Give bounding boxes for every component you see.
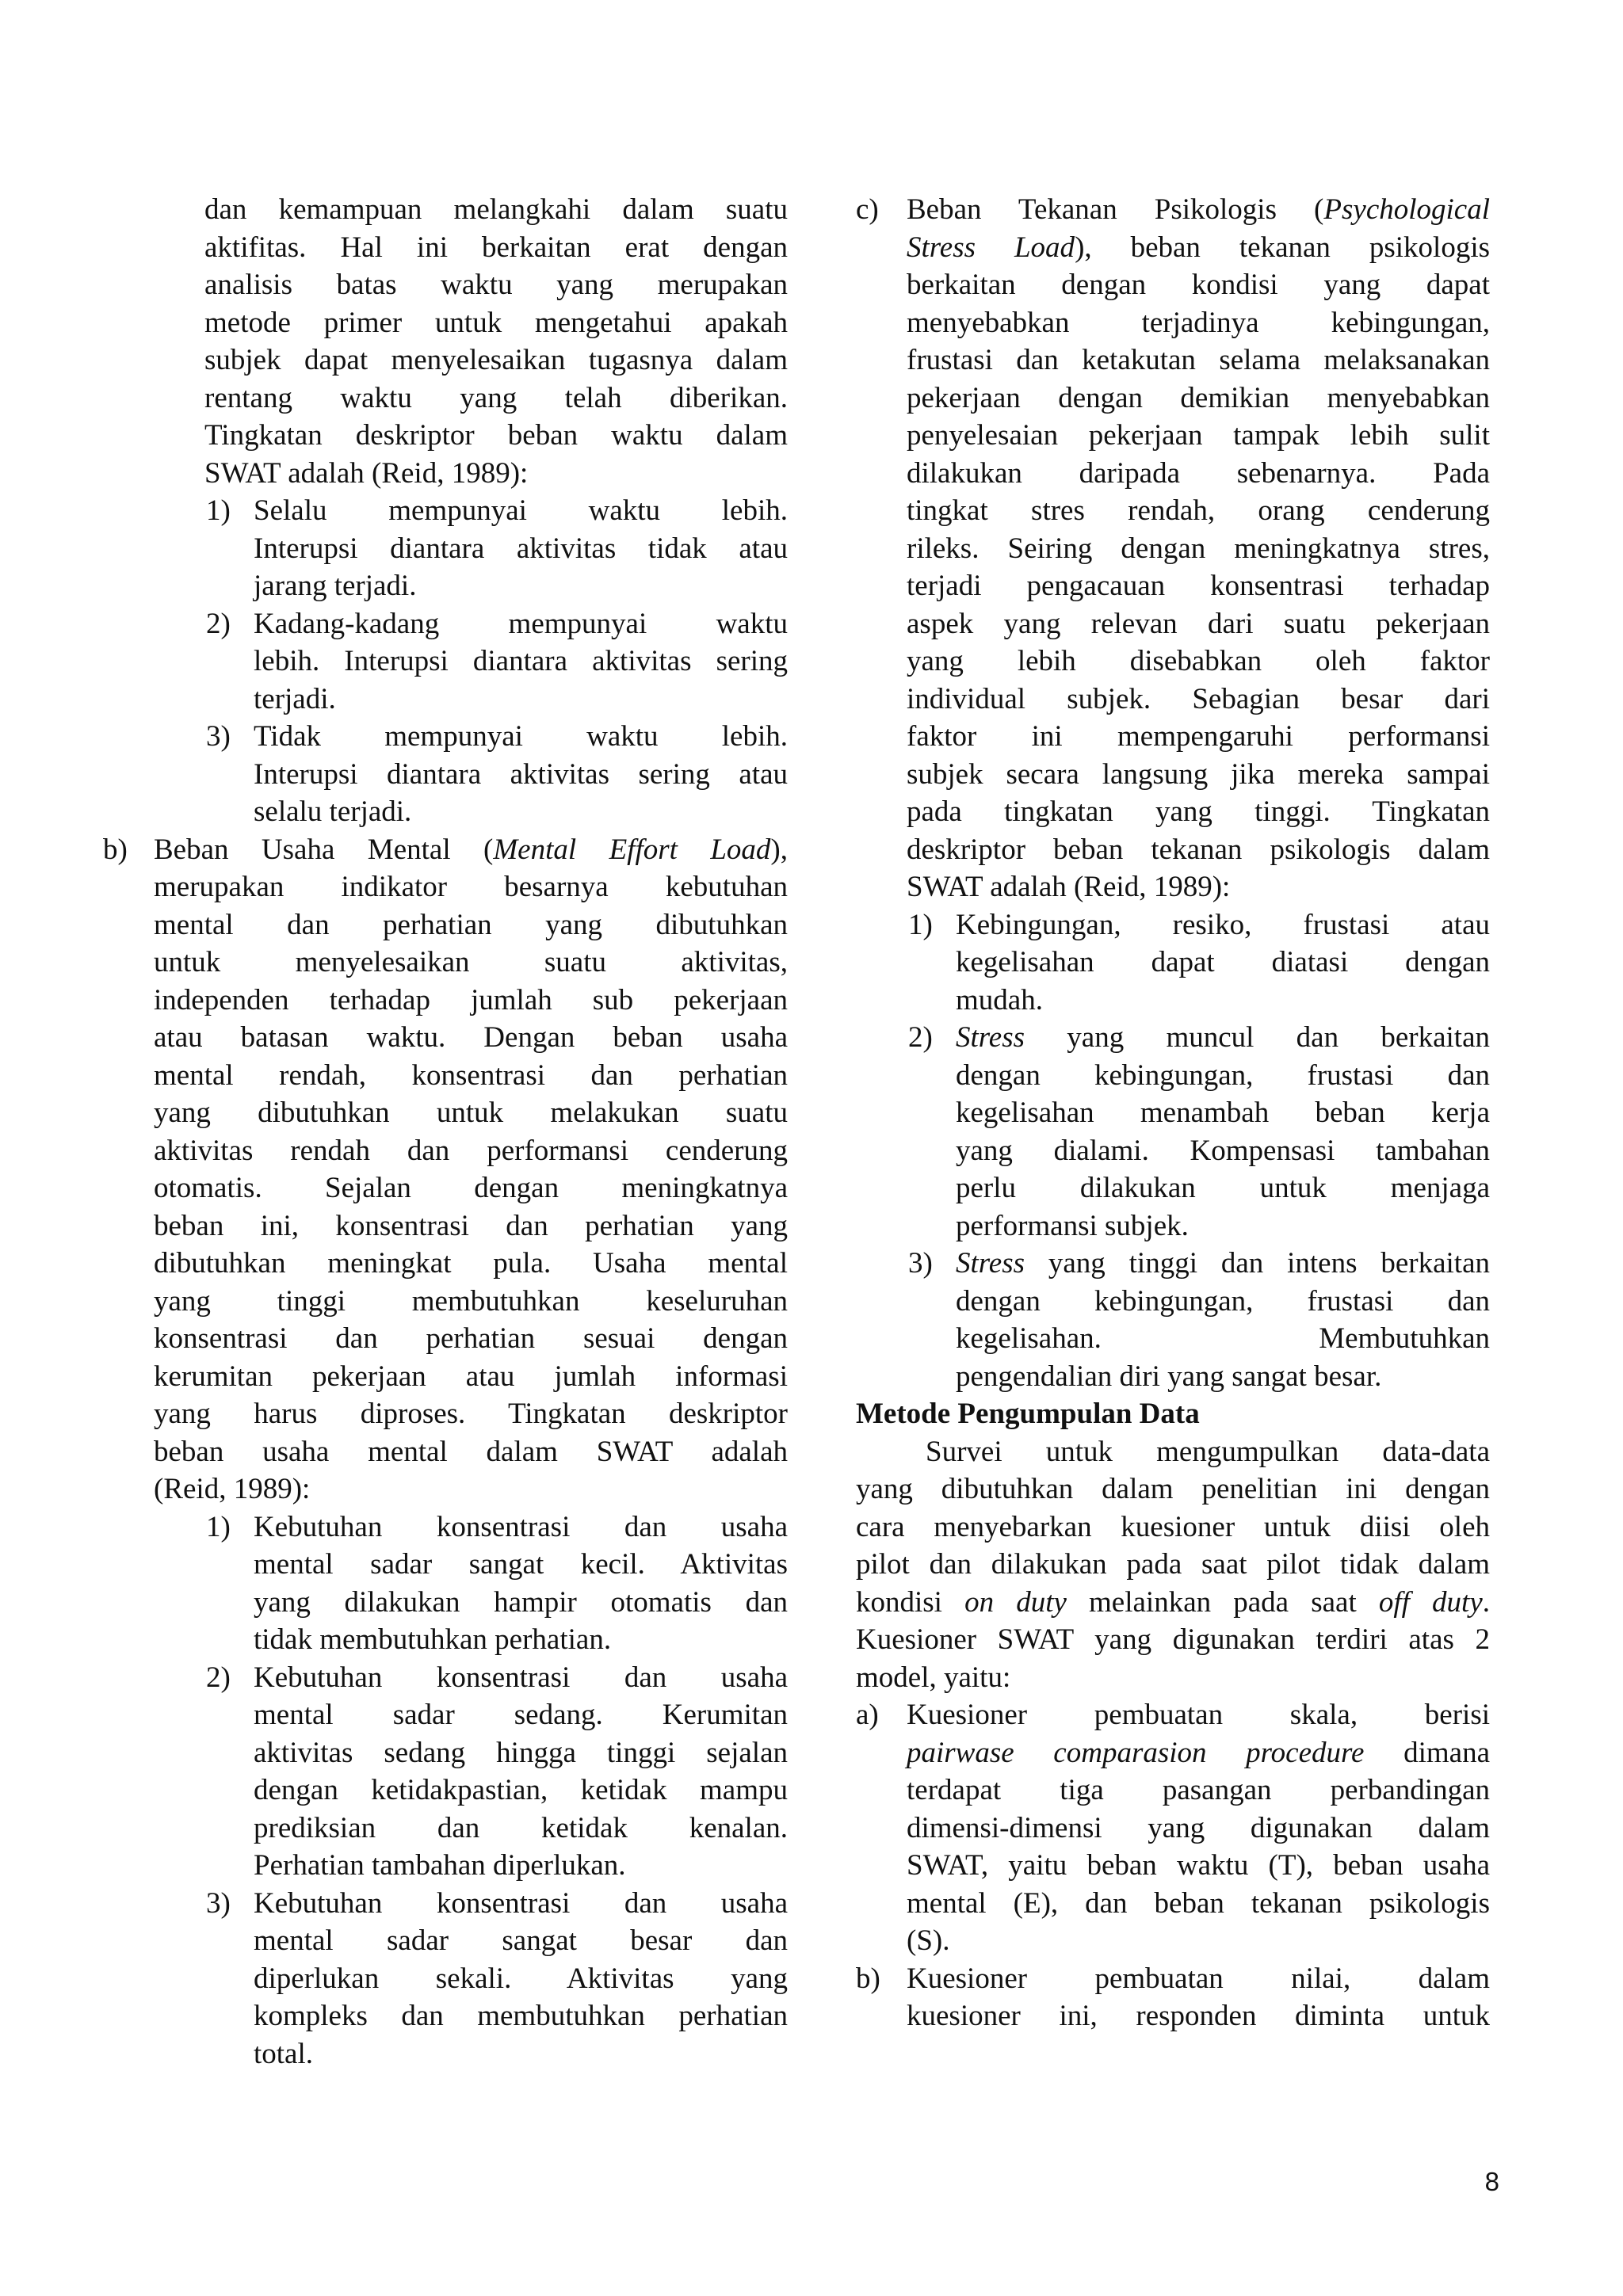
list-item bbox=[856, 906, 1490, 1020]
text-line: kuesioner ini, responden diminta untuk bbox=[907, 2000, 1490, 2032]
list-marker: 2) bbox=[206, 1661, 231, 1694]
text-line: model, yaitu: bbox=[856, 1661, 1011, 1694]
list-item bbox=[154, 718, 788, 831]
text-line: dan kemampuan melangkahi dalam suatu bbox=[204, 193, 788, 226]
text-line: Survei untuk mengumpulkan data-data bbox=[926, 1435, 1490, 1468]
right-column bbox=[856, 191, 1490, 2035]
effort-load-levels bbox=[154, 1508, 788, 2073]
text-line: yang dialami. Kompensasi tambahan bbox=[956, 1134, 1490, 1167]
section-mental-effort-load bbox=[103, 831, 788, 1508]
italic-term: pairwase comparasion procedure bbox=[907, 1736, 1365, 1769]
left-column bbox=[103, 191, 788, 2073]
text-line: dibutuhkan meningkat pula. Usaha mental bbox=[154, 1247, 788, 1280]
text-line: subjek secara langsung jika mereka sampai bbox=[907, 757, 1490, 791]
intro-paragraph bbox=[154, 191, 788, 492]
text-line: terjadi. bbox=[254, 682, 336, 715]
page-number: 8 bbox=[1484, 2167, 1499, 2196]
list-marker: 2) bbox=[206, 607, 231, 640]
text-line: mental sadar sedang. Kerumitan bbox=[254, 1699, 788, 1731]
text-line: aktifitas. Hal ini berkaitan erat dengan bbox=[204, 231, 788, 264]
text-line: Tidak mempunyai waktu lebih. bbox=[254, 720, 788, 753]
text-line: dilakukan daripada sebenarnya. Pada bbox=[907, 456, 1490, 490]
text-line: pada tingkatan yang tinggi. Tingkatan bbox=[907, 795, 1490, 828]
list-marker: c) bbox=[856, 193, 879, 226]
text-line: merupakan indikator besarnya kebutuhan bbox=[154, 871, 788, 903]
list-item bbox=[154, 492, 788, 605]
text-span: Beban Tekanan Psikologis ( bbox=[907, 193, 1324, 226]
text-span: . bbox=[1482, 1585, 1490, 1619]
text-line: SWAT adalah (Reid, 1989): bbox=[907, 871, 1231, 903]
text-line bbox=[856, 1584, 1490, 1622]
text-line: prediksian dan ketidak kenalan. bbox=[254, 1811, 788, 1844]
text-line: berkaitan dengan kondisi yang dapat bbox=[907, 269, 1490, 301]
text-line: metode primer untuk mengetahui apakah bbox=[204, 306, 788, 339]
text-line: dimensi-dimensi yang digunakan dalam bbox=[907, 1811, 1490, 1844]
text-line: SWAT adalah (Reid, 1989): bbox=[204, 456, 529, 490]
italic-term: Stress Load bbox=[907, 231, 1075, 264]
text-line: total. bbox=[254, 2037, 314, 2070]
text-span: Beban Usaha Mental ( bbox=[154, 833, 494, 866]
italic-term: off duty bbox=[1378, 1585, 1483, 1619]
text-line: frustasi dan ketakutan selama melaksanakan bbox=[907, 344, 1490, 376]
text-line: rileks. Seiring dengan meningkatnya stres, bbox=[907, 532, 1490, 565]
text-line: mental sadar sangat besar dan bbox=[254, 1924, 788, 1957]
text-line: (Reid, 1989): bbox=[154, 1473, 311, 1505]
text-line: mental rendah, konsentrasi dan perhatian bbox=[154, 1058, 788, 1092]
text-line: cara menyebarkan kuesioner untuk diisi oleh bbox=[856, 1510, 1490, 1543]
text-line: mental dan perhatian yang dibutuhkan bbox=[154, 908, 788, 941]
text-line: aspek yang relevan dari suatu pekerjaan bbox=[907, 607, 1490, 640]
text-line: mental (E), dan beban tekanan psikologis bbox=[907, 1886, 1490, 1920]
text-line: kompleks dan membutuhkan perhatian bbox=[254, 2000, 788, 2032]
list-item bbox=[856, 1245, 1490, 1395]
text-span: dimana bbox=[1364, 1736, 1490, 1769]
section-psychological-stress-load bbox=[856, 191, 1490, 906]
text-line: untuk menyelesaikan suatu aktivitas, bbox=[154, 946, 788, 978]
text-line: perlu dilakukan untuk menjaga bbox=[956, 1172, 1490, 1204]
text-line: yang harus diproses. Tingkatan deskriptor bbox=[154, 1398, 788, 1430]
list-marker: 1) bbox=[908, 908, 933, 941]
text-line: kerumitan pekerjaan atau jumlah informasi bbox=[154, 1360, 788, 1393]
text-span: yang muncul dan berkaitan bbox=[1025, 1021, 1490, 1054]
text-line: dengan kebingungan, frustasi dan bbox=[956, 1058, 1490, 1092]
text-line: Kebingungan, resiko, frustasi atau bbox=[956, 908, 1490, 941]
italic-term: Stress bbox=[956, 1247, 1025, 1280]
text-line: tidak membutuhkan perhatian. bbox=[254, 1623, 612, 1656]
text-line: kegelisahan dapat diatasi dengan bbox=[956, 946, 1490, 978]
text-line: selalu terjadi. bbox=[254, 795, 412, 828]
text-span: ), beban tekanan psikologis bbox=[1075, 231, 1490, 264]
list-marker: 1) bbox=[206, 494, 231, 527]
list-marker: b) bbox=[103, 833, 128, 866]
text-line: mudah. bbox=[956, 983, 1043, 1016]
text-span: kondisi bbox=[856, 1585, 965, 1619]
text-line: mental sadar sangat kecil. Aktivitas bbox=[254, 1548, 788, 1581]
text-line: beban ini, konsentrasi dan perhatian yang bbox=[154, 1209, 788, 1242]
text-line: Tingkatan deskriptor beban waktu dalam bbox=[204, 419, 788, 452]
text-line: otomatis. Sejalan dengan meningkatnya bbox=[154, 1172, 788, 1204]
italic-term: on duty bbox=[964, 1585, 1067, 1619]
text-line: Kadang-kadang mempunyai waktu bbox=[254, 607, 788, 640]
section-heading: Metode Pengumpulan Data bbox=[856, 1398, 1200, 1430]
list-marker: a) bbox=[856, 1699, 879, 1731]
italic-term: Stress bbox=[956, 1021, 1025, 1054]
text-line: menyebabkan terjadinya kebingungan, bbox=[907, 306, 1490, 339]
stress-load-levels bbox=[856, 906, 1490, 1396]
text-line: aktivitas rendah dan performansi cenderung bbox=[154, 1134, 788, 1167]
text-line: Kebutuhan konsentrasi dan usaha bbox=[254, 1661, 788, 1694]
italic-term: Psychological bbox=[1323, 193, 1490, 226]
text-line: deskriptor beban tekanan psikologis dalam bbox=[907, 833, 1490, 866]
text-line: analisis batas waktu yang merupakan bbox=[204, 269, 788, 301]
text-line: Kuesioner SWAT yang digunakan terdiri atas 2 bbox=[856, 1623, 1490, 1656]
text-line: yang dibutuhkan untuk melakukan suatu bbox=[154, 1097, 788, 1129]
text-line bbox=[856, 1245, 1490, 1283]
text-line: Interupsi diantara aktivitas tidak atau bbox=[254, 532, 788, 565]
list-item bbox=[856, 1696, 1490, 1960]
text-line: jarang terjadi. bbox=[254, 570, 417, 602]
text-line: tingkat stres rendah, orang cenderung bbox=[907, 494, 1490, 527]
text-line: kegelisahan. Membutuhkan bbox=[956, 1322, 1490, 1355]
list-item bbox=[154, 1885, 788, 2073]
list-item bbox=[154, 605, 788, 719]
text-line: pilot dan dilakukan pada saat pilot tidak dalam bbox=[856, 1548, 1490, 1581]
list-item bbox=[154, 1508, 788, 1659]
text-line bbox=[856, 1734, 1490, 1772]
text-line: kegelisahan menambah beban kerja bbox=[956, 1097, 1490, 1129]
text-line bbox=[856, 191, 1490, 229]
text-line: subjek dapat menyelesaikan tugasnya dalam bbox=[204, 344, 788, 376]
text-line: rentang waktu yang telah diberikan. bbox=[204, 381, 788, 414]
text-line: terdapat tiga pasangan perbandingan bbox=[907, 1774, 1490, 1806]
text-line: konsentrasi dan perhatian sesuai dengan bbox=[154, 1322, 788, 1355]
text-line: dengan kebingungan, frustasi dan bbox=[956, 1284, 1490, 1318]
text-line: SWAT, yaitu beban waktu (T), beban usaha bbox=[907, 1849, 1490, 1882]
text-line: atau batasan waktu. Dengan beban usaha bbox=[154, 1021, 788, 1054]
text-line: Interupsi diantara aktivitas sering atau bbox=[254, 757, 788, 791]
text-line: aktivitas sedang hingga tinggi sejalan bbox=[254, 1736, 788, 1769]
list-item bbox=[154, 1659, 788, 1885]
italic-term: Mental Effort Load bbox=[493, 833, 771, 866]
text-span: ), bbox=[770, 833, 788, 866]
list-item bbox=[856, 1960, 1490, 2035]
method-paragraph bbox=[856, 1433, 1490, 1697]
text-line: pengendalian diri yang sangat besar. bbox=[956, 1360, 1382, 1393]
text-line: yang tinggi membutuhkan keseluruhan bbox=[154, 1284, 788, 1318]
text-line: yang dibutuhkan dalam penelitian ini dengan bbox=[856, 1473, 1490, 1505]
list-marker: b) bbox=[856, 1962, 880, 1995]
text-line: (S). bbox=[907, 1924, 950, 1957]
text-line: independen terhadap jumlah sub pekerjaan bbox=[154, 983, 788, 1016]
text-line bbox=[103, 831, 788, 869]
text-line: lebih. Interupsi diantara aktivitas sering bbox=[254, 645, 788, 677]
list-marker: 2) bbox=[908, 1021, 933, 1054]
list-marker: 3) bbox=[206, 1886, 231, 1920]
text-line: individual subjek. Sebagian besar dari bbox=[907, 682, 1490, 715]
text-line: yang lebih disebabkan oleh faktor bbox=[907, 645, 1490, 677]
text-line: pekerjaan dengan demikian menyebabkan bbox=[907, 381, 1490, 414]
text-line: yang dilakukan hampir otomatis dan bbox=[254, 1585, 788, 1619]
questionnaire-list bbox=[856, 1696, 1490, 2035]
text-line: dengan ketidakpastian, ketidak mampu bbox=[254, 1774, 788, 1806]
text-line: Selalu mempunyai waktu lebih. bbox=[254, 494, 788, 527]
text-line: performansi subjek. bbox=[956, 1209, 1189, 1242]
text-line: Perhatian tambahan diperlukan. bbox=[254, 1849, 626, 1882]
list-marker: 3) bbox=[206, 720, 231, 753]
text-line: diperlukan sekali. Aktivitas yang bbox=[254, 1962, 788, 1995]
time-load-levels bbox=[154, 492, 788, 831]
text-span: yang tinggi dan intens berkaitan bbox=[1025, 1247, 1490, 1280]
text-line: beban usaha mental dalam SWAT adalah bbox=[154, 1435, 788, 1468]
text-line: Kuesioner pembuatan nilai, dalam bbox=[907, 1962, 1490, 1995]
text-line: Kebutuhan konsentrasi dan usaha bbox=[254, 1510, 788, 1543]
text-line: Kebutuhan konsentrasi dan usaha bbox=[254, 1886, 788, 1920]
text-line bbox=[856, 1019, 1490, 1057]
list-marker: 3) bbox=[908, 1247, 933, 1280]
text-line: terjadi pengacauan konsentrasi terhadap bbox=[907, 570, 1490, 602]
text-line: Kuesioner pembuatan skala, berisi bbox=[907, 1699, 1490, 1731]
text-line: penyelesaian pekerjaan tampak lebih sulit bbox=[907, 419, 1490, 452]
list-item bbox=[856, 1019, 1490, 1245]
text-span: melainkan pada saat bbox=[1066, 1585, 1379, 1619]
list-marker: 1) bbox=[206, 1510, 231, 1543]
text-line bbox=[856, 229, 1490, 267]
text-line: faktor ini mempengaruhi performansi bbox=[907, 720, 1490, 753]
